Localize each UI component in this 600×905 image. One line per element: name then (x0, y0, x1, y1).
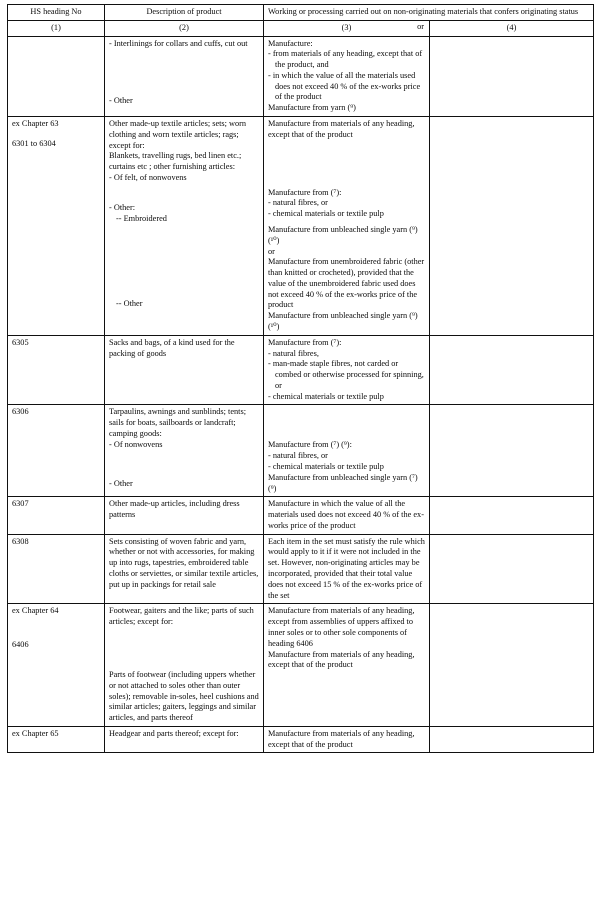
column-number-1: (1) (8, 20, 105, 36)
cell-description-of-product (105, 497, 264, 534)
header-hs-heading-no: HS heading No (8, 5, 105, 21)
cell-hs-heading-no-line: 6406 (12, 640, 29, 650)
cell-description-of-product-line: -- Embroidered (116, 213, 167, 223)
cell-description-of-product-line (109, 642, 259, 656)
cell-alternative-rule (430, 36, 594, 116)
cell-alternative-rule (430, 117, 594, 336)
cell-description-of-product-line: Other made-up textile articles; sets; worn clothing and worn textile articles; rags; except for: (109, 119, 247, 150)
column-number-3: (3) (341, 22, 352, 32)
cell-working-or-processing-line: or (268, 246, 275, 256)
cell-description-of-product (105, 726, 264, 753)
cell-working-or-processing-line: Manufacture from materials of any heading, except that of the product (268, 119, 415, 139)
cell-description-of-product-line: - Other (109, 478, 133, 488)
cell-hs-heading-no-line (12, 617, 100, 626)
cell-hs-heading-no-line: ex Chapter 63 (12, 119, 59, 129)
cell-description-of-product-line (109, 280, 259, 294)
cell-alternative-rule (430, 335, 594, 405)
cell-working-or-processing-line: - natural fibres, or (268, 451, 328, 461)
cell-description-of-product-line (109, 77, 259, 91)
cell-hs-heading-no (8, 36, 105, 116)
cell-working-or-processing (264, 726, 430, 753)
cell-working-or-processing-line: Each item in the set must satisfy the rule which would apply to it if it were not included in the set. However, non-originating articles may be incorporated, provided that their total value does not exceed 15 % of the ex-works price of the set (268, 536, 425, 600)
header-row-titles (8, 5, 594, 21)
cell-hs-heading-no-line: 6306 (12, 407, 29, 417)
cell-description-of-product-line: - Of felt, of nonwovens (109, 172, 187, 182)
cell-hs-heading-no-line: ex Chapter 64 (12, 606, 59, 616)
column-or-label: or (417, 21, 424, 31)
table-row (8, 497, 594, 534)
cell-description-of-product (105, 335, 264, 405)
cell-alternative-rule (430, 534, 594, 604)
table-row (8, 604, 594, 726)
cell-description-of-product-line: Tarpaulins, awnings and sunblinds; tents; sails for boats, sailboards or landcraft; camping goods: (109, 407, 246, 438)
cell-description-of-product-line (109, 252, 259, 266)
column-number-4: (4) (430, 20, 594, 36)
column-number-3-cell (264, 20, 430, 36)
cell-hs-heading-no-line (12, 130, 100, 139)
cell-description-of-product-line (109, 266, 259, 280)
cell-description-of-product-line: Headgear and parts thereof; except for: (109, 728, 239, 738)
cell-working-or-processing (264, 117, 430, 336)
cell-hs-heading-no (8, 405, 105, 497)
cell-hs-heading-no (8, 497, 105, 534)
cell-hs-heading-no (8, 534, 105, 604)
cell-working-or-processing-line: Manufacture from materials of any heading, except that of the product (268, 728, 415, 749)
cell-working-or-processing-line: - chemical materials or textile pulp (268, 391, 384, 401)
table-row (8, 405, 594, 497)
cell-hs-heading-no (8, 604, 105, 726)
cell-working-or-processing (264, 405, 430, 497)
cell-working-or-processing-line: Manufacture from materials of any heading, except that of the product (268, 649, 415, 670)
cell-alternative-rule (430, 405, 594, 497)
cell-hs-heading-no-line: 6301 to 6304 (12, 138, 56, 148)
cell-hs-heading-no (8, 726, 105, 753)
cell-hs-heading-no (8, 117, 105, 336)
cell-alternative-rule (430, 726, 594, 753)
cell-description-of-product-line: Parts of footwear (including uppers whether or not attached to soles other than outer soles); removable in-soles, heel cushions and similar articles; gaiters, leggings and similar articles, and parts thereof (109, 669, 259, 723)
cell-alternative-rule (430, 604, 594, 726)
table-header (8, 5, 594, 37)
cell-description-of-product-line (109, 238, 259, 252)
cell-working-or-processing-line: - man-made staple fibres, not carded or combed or otherwise processed for spinning, or (268, 359, 424, 390)
cell-description-of-product-line: - Other: (109, 202, 136, 212)
cell-description-of-product-line (109, 656, 259, 670)
cell-working-or-processing-line (268, 407, 425, 421)
table-row (8, 335, 594, 405)
cell-hs-heading-no-line (12, 626, 100, 640)
table-body (8, 36, 594, 753)
cell-description-of-product-line: - Other (109, 96, 133, 106)
cell-working-or-processing-line: Manufacture from (⁷) (⁹): (268, 440, 352, 450)
cell-description-of-product-line (109, 465, 259, 479)
cell-working-or-processing-line: - natural fibres, or (268, 198, 328, 208)
cell-description-of-product-line: - Interlinings for collars and cuffs, cut out (109, 38, 248, 48)
cell-working-or-processing-line: - in which the value of all the materials used does not exceed 40 % of the ex-works price of the product (268, 70, 421, 102)
origin-rules-table (7, 4, 594, 753)
cell-hs-heading-no-line: 6308 (12, 536, 29, 546)
cell-description-of-product-line: -- Other (116, 299, 143, 309)
cell-working-or-processing-line (268, 155, 425, 169)
cell-working-or-processing-line: Manufacture from (⁷): (268, 337, 342, 347)
cell-working-or-processing (264, 335, 430, 405)
cell-working-or-processing (264, 604, 430, 726)
cell-working-or-processing-line: Manufacture: (268, 38, 313, 48)
cell-description-of-product-line (109, 628, 259, 642)
cell-description-of-product-line: Footwear, gaiters and the like; parts of such articles; except for: (109, 606, 254, 627)
cell-working-or-processing (264, 36, 430, 116)
cell-description-of-product (105, 117, 264, 336)
cell-description-of-product-line: Sets consisting of woven fabric and yarn, whether or not with accessories, for making up into rugs, tapestries, embroidered table cloths or serviettes, or similar textile articles, put up in packings for retail sale (109, 536, 259, 589)
cell-working-or-processing-line: Manufacture from unembroidered fabric (other than knitted or crocheted), provided that the value of the unembroidered fabric used does not exceed 40 % of the ex-works price of the product (268, 257, 425, 310)
cell-working-or-processing-line (268, 169, 425, 183)
cell-description-of-product-line (109, 184, 259, 198)
cell-working-or-processing-line: Manufacture from unbleached single yarn (⁷) (⁹) (268, 472, 418, 493)
cell-working-or-processing (264, 497, 430, 534)
cell-description-of-product-line: Other made-up articles, including dress patterns (109, 499, 240, 520)
header-working-or-processing: Working or processing carried out on non-originating materials that confers originating status (264, 5, 594, 21)
cell-working-or-processing-line: - natural fibres, (268, 348, 319, 358)
cell-working-or-processing-line (268, 141, 425, 155)
table-row (8, 726, 594, 753)
cell-hs-heading-no-line: ex Chapter 65 (12, 728, 59, 738)
cell-working-or-processing-line: - from materials of any heading, except that of the product, and (268, 49, 423, 70)
cell-hs-heading-no (8, 335, 105, 405)
table-row (8, 36, 594, 116)
column-number-2: (2) (105, 20, 264, 36)
cell-working-or-processing-line: Manufacture in which the value of all the materials used does not exceed 40 % of the ex-works price of the product (268, 499, 424, 530)
cell-description-of-product-line: Sacks and bags, of a kind used for the packing of goods (109, 337, 235, 358)
cell-hs-heading-no-line: 6307 (12, 499, 29, 509)
table-row (8, 534, 594, 604)
header-row-column-numbers (8, 20, 594, 36)
cell-description-of-product-line (109, 451, 259, 465)
cell-description-of-product-line (109, 224, 259, 238)
cell-alternative-rule (430, 497, 594, 534)
cell-working-or-processing-line (268, 421, 425, 435)
cell-working-or-processing-line: Manufacture from unbleached single yarn (⁹) (¹⁰) (268, 224, 418, 245)
cell-description-of-product (105, 604, 264, 726)
cell-working-or-processing-line: Manufacture from (⁷): (268, 187, 342, 197)
cell-working-or-processing-line: Manufacture from materials of any heading, except from assemblies of uppers affixed to inner soles or to other sole components of heading 6406 (268, 606, 415, 648)
cell-working-or-processing-line: - chemical materials or textile pulp (268, 462, 384, 471)
cell-working-or-processing-line: Manufacture from yarn (⁹) (268, 103, 356, 113)
cell-description-of-product-line (109, 63, 259, 77)
cell-description-of-product (105, 534, 264, 604)
cell-description-of-product (105, 36, 264, 116)
cell-description-of-product-line (109, 49, 259, 63)
table-row (8, 117, 594, 336)
cell-working-or-processing-line: Manufacture from unbleached single yarn (⁹) (¹⁰) (268, 311, 418, 331)
cell-working-or-processing-line: - chemical materials or textile pulp (268, 209, 384, 219)
cell-description-of-product (105, 405, 264, 497)
cell-description-of-product-line: Blankets, travelling rugs, bed linen etc.; curtains etc ; other furnishing articles: (109, 151, 242, 172)
header-description-of-product: Description of product (105, 5, 264, 21)
cell-description-of-product-line: - Of nonwovens (109, 439, 163, 449)
cell-working-or-processing (264, 534, 430, 604)
cell-hs-heading-no-line: 6305 (12, 337, 29, 347)
